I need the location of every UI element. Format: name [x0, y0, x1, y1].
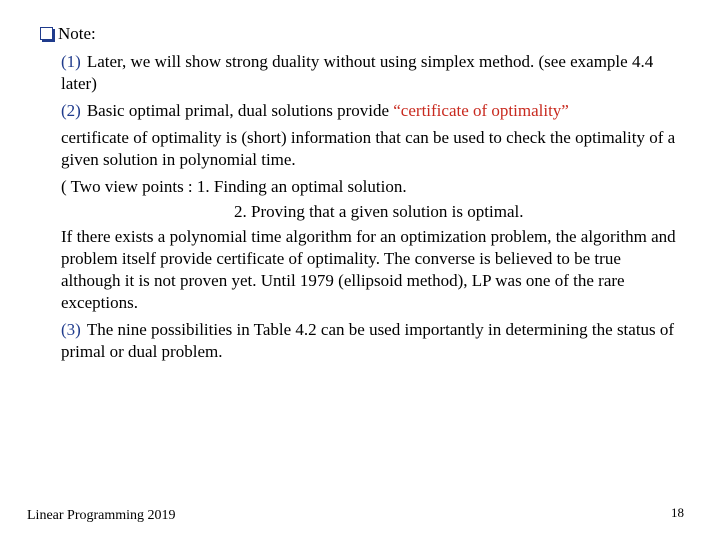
item-1	[61, 51, 681, 95]
viewpoint-1: ( Two view points : 1. Finding an optimal solution.	[61, 177, 407, 196]
item-2-number: (2)	[61, 101, 81, 120]
item-2-more: If there exists a polynomial time algorithm for an optimization problem, the algorithm and problem itself provide certificate of optimality. The converse is believed to be true although it is not proven yet. Until 1979 (ellipsoid method), LP was one of the rare exceptions.	[61, 227, 676, 312]
item-3-text: The nine possibilities in Table 4.2 can be used importantly in determining the status of primal or dual problem.	[61, 320, 675, 361]
certificate-highlight: “certificate of optimality”	[393, 101, 569, 120]
item-2-detail: certificate of optimality is (short) information that can be used to check the optimality of a given solution in polynomial time.	[61, 128, 676, 169]
viewpoint-2: 2. Proving that a given solution is optimal.	[234, 202, 524, 221]
note-heading-text: Note:	[58, 24, 96, 43]
item-2-text: Basic optimal primal, dual solutions provide	[86, 101, 394, 120]
item-2	[61, 100, 681, 122]
page-number: 18	[671, 505, 684, 520]
note-body	[61, 51, 681, 368]
note-heading	[40, 24, 96, 44]
item-3	[61, 319, 681, 363]
checkbox-bullet-icon	[40, 27, 53, 40]
item-3-number: (3)	[61, 320, 81, 339]
item-1-number: (1)	[61, 52, 81, 71]
footer-course: Linear Programming 2019	[27, 508, 176, 523]
item-1-text: Later, we will show strong duality without using simplex method. (see example 4.4 later)	[61, 52, 654, 93]
